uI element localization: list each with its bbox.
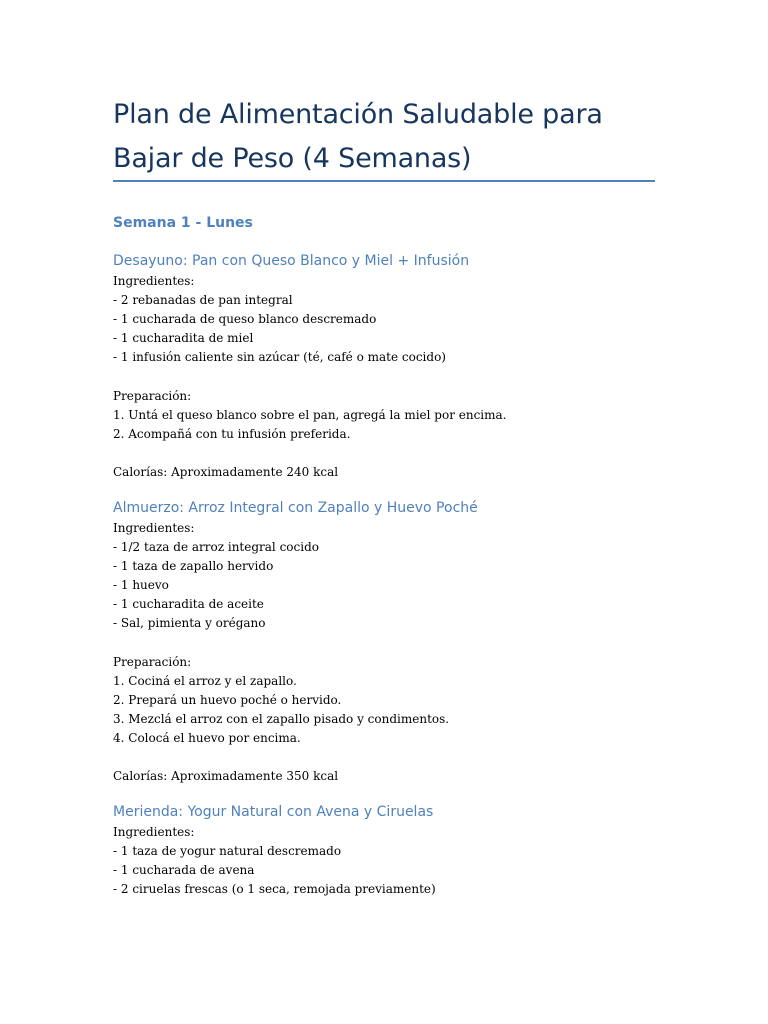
preparation-step: 3. Mezclá el arroz con el zapallo pisado y condimentos. bbox=[113, 711, 450, 726]
ingredient-item: - 1 cucharada de queso blanco descremado bbox=[113, 312, 377, 327]
title-underline bbox=[113, 180, 655, 182]
ingredient-item: - 2 ciruelas frescas (o 1 seca, remojada previamente) bbox=[113, 882, 436, 897]
ingredients-label: Ingredientes: bbox=[113, 521, 195, 535]
ingredient-item: - 1 taza de zapallo hervido bbox=[113, 559, 274, 574]
preparation-step: 1. Cociná el arroz y el zapallo. bbox=[113, 673, 297, 688]
ingredients-label: Ingredientes: bbox=[113, 274, 195, 288]
meal-heading: Almuerzo: Arroz Integral con Zapallo y Huevo Poché bbox=[113, 500, 478, 516]
ingredients-label: Ingredientes: bbox=[113, 825, 195, 839]
week-heading: Semana 1 - Lunes bbox=[113, 215, 253, 231]
meal-section-merienda bbox=[113, 802, 673, 899]
meal-section-desayuno bbox=[113, 251, 673, 482]
ingredient-item: - 1/2 taza de arroz integral cocido bbox=[113, 540, 319, 555]
ingredient-item: - 1 taza de yogur natural descremado bbox=[113, 844, 342, 859]
preparation-step: 4. Colocá el huevo por encima. bbox=[113, 731, 301, 746]
paragraph-gap bbox=[113, 367, 673, 386]
calories-text: Calorías: Aproximadamente 240 kcal bbox=[113, 464, 339, 479]
paragraph-gap bbox=[113, 748, 673, 767]
calories-text: Calorías: Aproximadamente 350 kcal bbox=[113, 769, 339, 784]
ingredient-item: - 2 rebanadas de pan integral bbox=[113, 293, 293, 308]
paragraph-gap bbox=[113, 444, 673, 463]
ingredient-item: - 1 cucharadita de miel bbox=[113, 331, 254, 346]
preparation-step: 2. Prepará un huevo poché o hervido. bbox=[113, 692, 342, 707]
meal-heading: Desayuno: Pan con Queso Blanco y Miel + Infusión bbox=[113, 253, 470, 269]
meal-heading: Merienda: Yogur Natural con Avena y Ciruelas bbox=[113, 804, 434, 820]
ingredient-item: - 1 cucharada de avena bbox=[113, 863, 255, 878]
ingredient-item: - 1 cucharadita de aceite bbox=[113, 597, 264, 612]
meal-section-almuerzo bbox=[113, 498, 673, 786]
preparation-step: 2. Acompañá con tu infusión preferida. bbox=[113, 426, 351, 441]
preparation-step: 1. Untá el queso blanco sobre el pan, agregá la miel por encima. bbox=[113, 407, 507, 422]
preparation-label: Preparación: bbox=[113, 388, 192, 403]
preparation-label: Preparación: bbox=[113, 654, 192, 669]
ingredient-item: - 1 infusión caliente sin azúcar (té, café o mate cocido) bbox=[113, 350, 446, 365]
ingredient-item: - 1 huevo bbox=[113, 578, 169, 593]
ingredient-item: - Sal, pimienta y orégano bbox=[113, 616, 266, 631]
paragraph-gap bbox=[113, 634, 673, 653]
page-title: Plan de Alimentación Saludable para Bajar de Peso (4 Semanas) bbox=[113, 99, 603, 174]
